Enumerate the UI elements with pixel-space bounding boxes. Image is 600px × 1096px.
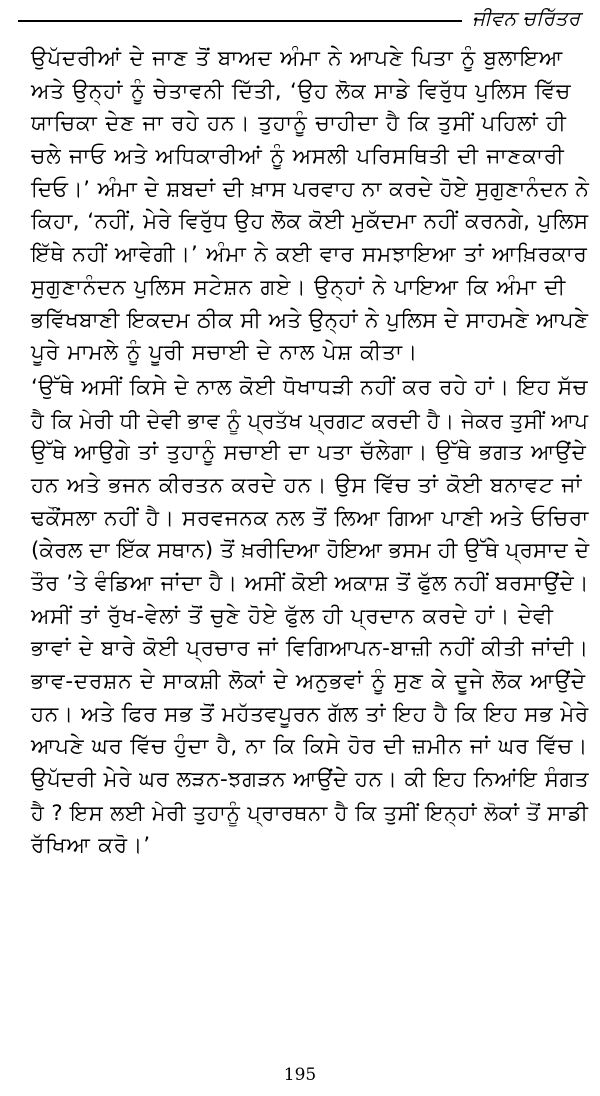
- text-line: ਹਨ। ਅਤੇ ਫਿਰ ਸਭ ਤੋਂ ਮਹੱਤਵਪੂਰਨ ਗੱਲ ਤਾਂ ਇਹ ਹੈ ਕਿ ਇਹ ਸਭ ਮੇਰੇ: [31, 701, 589, 727]
- text-line: ਭਾਵ-ਦਰਸ਼ਨ ਦੇ ਸਾਕਸ਼ੀ ਲੋਕਾਂ ਦੇ ਅਨੁਭਵਾਂ ਨੂੰ ਸੁਣ ਕੇ ਦੂਜੇ ਲੋਕ ਆਉਂਦੇ: [31, 669, 586, 695]
- text-line: ਰੱਖਿਆ ਕਰੋ।’: [31, 832, 151, 858]
- page-number: 195: [283, 1065, 317, 1085]
- text-line: ਢਕੌਂਸਲਾ ਨਹੀਂ ਹੈ। ਸਰਵਜਨਕ ਨਲ ਤੋਂ ਲਿਆ ਗਿਆ ਪਾਣੀ ਅਤੇ ਓਚਿਰਾ: [31, 505, 589, 531]
- text-line: ਤੌਰ ’ਤੇ ਵੰਡਿਆ ਜਾਂਦਾ ਹੈ। ਅਸੀਂ ਕੋਈ ਅਕਾਸ਼ ਤੋਂ ਫੁੱਲ ਨਹੀਂ ਬਰਸਾਉਂਦੇ।: [31, 571, 589, 596]
- text-line: ਅਤੇ ਉਨ੍ਹਾਂ ਨੂੰ ਚੇਤਾਵਨੀ ਦਿੱਤੀ, ‘ਉਹ ਲੋਕ ਸਾਡੇ ਵਿਰੁੱਧ ਪੁਲਿਸ ਵਿੱਚ: [31, 78, 572, 104]
- paragraph-2: [31, 372, 589, 862]
- text-line: ਉਪੱਦਰੀ ਮੇਰੇ ਘਰ ਲੜਨ-ਝਗੜਨ ਆਉਂਦੇ ਹਨ। ਕੀ ਇਹ ਨਿਆਂਇ ਸੰਗਤ: [31, 767, 589, 793]
- text-line: ਭਵਿੱਖਬਾਣੀ ਇਕਦਮ ਠੀਕ ਸੀ ਅਤੇ ਉਨ੍ਹਾਂ ਨੇ ਪੁਲਿਸ ਦੇ ਸਾਹਮਣੇ ਆਪਣੇ: [31, 307, 589, 333]
- running-title: ਜੀਵਨ ਚਰਿੱਤਰ: [472, 6, 580, 30]
- text-line: ਉਪੱਦਰੀਆਂ ਦੇ ਜਾਣ ਤੋਂ ਬਾਅਦ ਅੰਮਾ ਨੇ ਆਪਣੇ ਪਿਤਾ ਨੂੰ ਬੁਲਾਇਆ: [31, 46, 564, 71]
- body-text: [31, 43, 589, 862]
- text-line: ਸੁਗੁਣਾਨੰਦਨ ਪੁਲਿਸ ਸਟੇਸ਼ਨ ਗਏ। ਉਨ੍ਹਾਂ ਨੇ ਪਾਇਆ ਕਿ ਅੰਮਾ ਦੀ: [31, 274, 566, 300]
- header-rule: [18, 20, 462, 22]
- text-line: ਹੈ ਕਿ ਮੇਰੀ ਧੀ ਦੇਵੀ ਭਾਵ ਨੂੰ ਪ੍ਰਤੱਖ ਪ੍ਰਗਟ ਕਰਦੀ ਹੈ। ਜੇਕਰ ਤੁਸੀਂ ਆਪ: [31, 407, 589, 433]
- text-line: ਉੱਥੇ ਆਉਗੇ ਤਾਂ ਤੁਹਾਨੂੰ ਸਚਾਈ ਦਾ ਪਤਾ ਚੱਲੇਗਾ। ਉੱਥੇ ਭਗਤ ਆਉਂਦੇ: [31, 440, 587, 466]
- text-line: ‘ਉੱਥੇ ਅਸੀਂ ਕਿਸੇ ਦੇ ਨਾਲ ਕੋਈ ਧੋਖਾਧੜੀ ਨਹੀਂ ਕਰ ਰਹੇ ਹਾਂ। ਇਹ ਸੱਚ: [31, 374, 589, 400]
- text-line: ਚਲੇ ਜਾਓ ਅਤੇ ਅਧਿਕਾਰੀਆਂ ਨੂੰ ਅਸਲੀ ਪਰਿਸਥਿਤੀ ਦੀ ਜਾਣਕਾਰੀ: [31, 144, 565, 170]
- text-line: ਆਪਣੇ ਘਰ ਵਿੱਚ ਹੁੰਦਾ ਹੈ, ਨਾ ਕਿ ਕਿਸੇ ਹੋਰ ਦੀ ਜ਼ਮੀਨ ਜਾਂ ਘਰ ਵਿੱਚ।: [31, 734, 589, 760]
- text-line: (ਕੇਰਲ ਦਾ ਇੱਕ ਸਥਾਨ) ਤੋਂ ਖ਼ਰੀਦਿਆ ਹੋਇਆ ਭਸਮ ਹੀ ਉੱਥੇ ਪ੍ਰਸਾਦ ਦੇ: [31, 538, 590, 564]
- text-line: ਹੈ ? ਇਸ ਲਈ ਮੇਰੀ ਤੁਹਾਨੂੰ ਪ੍ਰਾਰਥਨਾ ਹੈ ਕਿ ਤੁਸੀਂ ਇਨ੍ਹਾਂ ਲੋਕਾਂ ਤੋਂ ਸਾਡੀ: [31, 799, 589, 825]
- page-header: [18, 4, 580, 32]
- text-line: ਹਨ ਅਤੇ ਭਜਨ ਕੀਰਤਨ ਕਰਦੇ ਹਨ। ਉਸ ਵਿੱਚ ਤਾਂ ਕੋਈ ਬਨਾਵਟ ਜਾਂ: [31, 472, 583, 498]
- text-line: ਯਾਚਿਕਾ ਦੇਣ ਜਾ ਰਹੇ ਹਨ। ਤੁਹਾਨੂੰ ਚਾਹੀਦਾ ਹੈ ਕਿ ਤੁਸੀਂ ਪਹਿਲਾਂ ਹੀ: [31, 111, 567, 137]
- text-line: ਭਾਵਾਂ ਦੇ ਬਾਰੇ ਕੋਈ ਪ੍ਰਚਾਰ ਜਾਂ ਵਿਗਿਆਪਨ-ਬਾਜ਼ੀ ਨਹੀਂ ਕੀਤੀ ਜਾਂਦੀ।: [31, 636, 589, 662]
- paragraph-1: [31, 43, 589, 370]
- text-line: ਪੂਰੇ ਮਾਮਲੇ ਨੂੰ ਪੂਰੀ ਸਚਾਈ ਦੇ ਨਾਲ ਪੇਸ਼ ਕੀਤਾ।: [31, 340, 419, 366]
- text-line: ਇੱਥੇ ਨਹੀਂ ਆਵੇਗੀ।’ ਅੰਮਾ ਨੇ ਕਈ ਵਾਰ ਸਮਝਾਇਆ ਤਾਂ ਆਖ਼ਿਰਕਾਰ: [31, 242, 588, 268]
- text-line: ਕਿਹਾ, ‘ਨਹੀਂ, ਮੇਰੇ ਵਿਰੁੱਧ ਉਹ ਲੋਕ ਕੋਈ ਮੁਕੱਦਮਾ ਨਹੀਂ ਕਰਨਗੇ, ਪੁਲਿਸ: [31, 209, 589, 235]
- text-line: ਅਸੀਂ ਤਾਂ ਰੁੱਖ-ਵੇਲਾਂ ਤੋਂ ਚੁਣੇ ਹੋਏ ਫੁੱਲ ਹੀ ਪ੍ਰਦਾਨ ਕਰਦੇ ਹਾਂ। ਦੇਵੀ: [31, 603, 554, 629]
- text-line: ਦਿਓ।’ ਅੰਮਾ ਦੇ ਸ਼ਬਦਾਂ ਦੀ ਖ਼ਾਸ ਪਰਵਾਹ ਨਾ ਕਰਦੇ ਹੋਏ ਸੁਗੁਣਾਨੰਦਨ ਨੇ: [31, 176, 590, 202]
